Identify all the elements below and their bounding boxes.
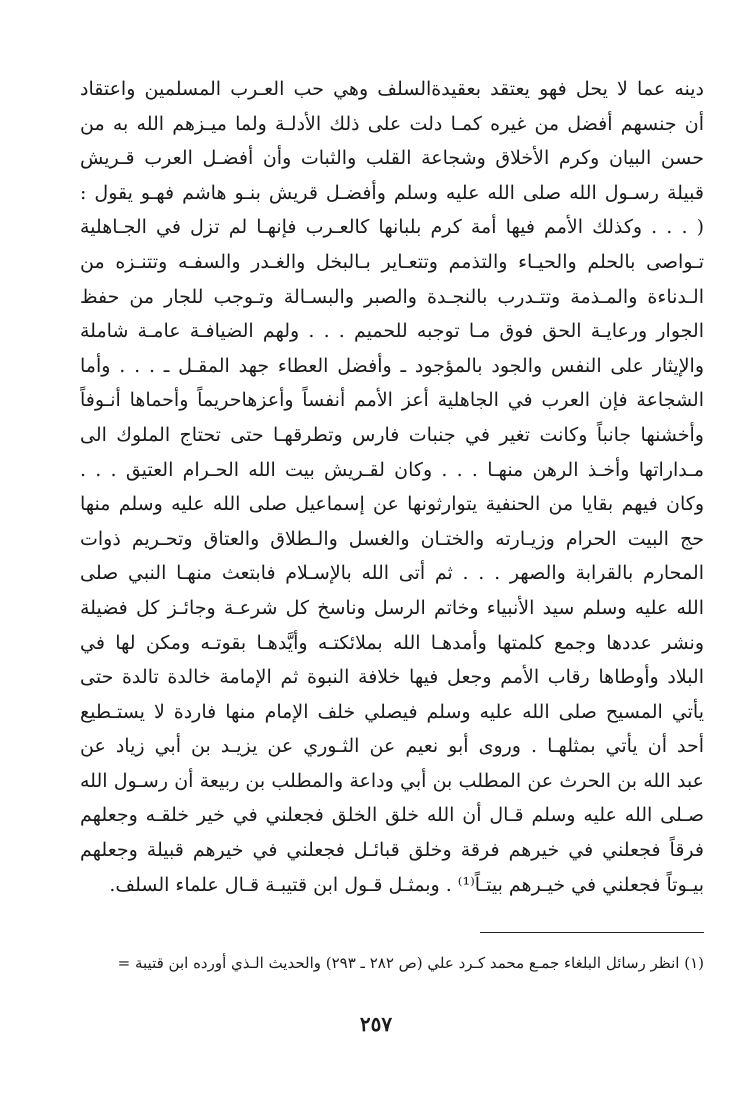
- text-line: وأخشنها جانباً وكانت تغير في جنبات فارس وتطرقهـا حتى تحتاج الملوك الى: [80, 423, 704, 446]
- text-line: قبيلة رسـول الله صلى الله عليه وسلم وأفضـل قريش بنـو هاشم فهـو يقول :: [80, 181, 704, 204]
- text-line: وكان فيهم بقايا من الحنفية يتوارثونها عن إسماعيل صلى الله عليه وسلم منها: [80, 493, 704, 516]
- main-text-block: [80, 72, 704, 902]
- text-line: بيـوتاً فجعلني في خيـرهم بيتـاً⁽¹⁾ . وبمثـل قـول ابن قتيبـة قـال علماء السلف.: [109, 873, 704, 896]
- footnote-divider: [480, 932, 704, 933]
- text-line: الـدناءة والمـذمة وتتـدرب بالنجـدة والصبر والبسـالة وتـوجب للجار من حفظ: [80, 285, 704, 308]
- page-number: ٢٥٧: [359, 1012, 393, 1036]
- text-line: فرقاً فجعلني في خيرهم فرقة وخلق قبائـل فجعلني في خيرهم قبيلة وجعلهم: [80, 839, 704, 862]
- text-line: الله عليه وسلم سيد الأنبياء وخاتم الرسل وناسخ كل شرعـة وجائـز كل فضيلة: [80, 596, 704, 619]
- text-line: دينه عما لا يحل فهو يعتقد بعقيدةالسلف وهي حب العـرب المسلمين واعتقاد: [80, 78, 704, 100]
- text-line: البلاد وأوطاها رقاب الأمم وجعل فيها خلافة النبوة ثم الإمامة خالدة تالدة حتى: [80, 666, 704, 689]
- text-line: عبد الله بن الحرث عن المطلب بن أبي وداعة والمطلب بن ربيعة أن رسـول الله: [80, 769, 704, 792]
- text-line: حسن البيان وكرم الأخلاق وشجاعة القلب والثبات وأن أفضـل العرب قـريش: [80, 147, 704, 170]
- text-line: أن جنسهم أفضل من غيره كمـا دلت على ذلك الأدلـة ولما ميـزهم الله به من: [80, 112, 704, 135]
- text-line: مـداراتها وأخـذ الرهن منهـا . . . وكان لقـريش بيت الله الحـرام العتيق . . .: [80, 458, 704, 481]
- text-line: أحد أن يأتي بمثلهـا . وروى أبو نعيم عن الثـوري عن يزيـد بن أبي زياد عن: [80, 735, 704, 758]
- text-line: صـلى الله عليه وسلم قـال أن الله خلق الخلق فجعلني في خير خلقـه وجعلهم: [80, 804, 704, 827]
- text-line: الشجاعة فإن العرب في الجاهلية أعز الأمم أنفساً وأعزهاحريماً وأحماها أنـوفاً: [80, 389, 704, 412]
- text-line: المحارم بالقرابة والصهر . . . ثم أتى الله بالإسـلام فابتعث منهـا النبي صلى: [80, 562, 704, 585]
- text-line: ( . . . وكذلك الأمم فيها أمة كرم بلبانها كالعـرب فإنهـا لم تزل في الجـاهلية: [80, 216, 704, 239]
- text-line: الجوار ورعايـة الحق فوق مـا توجبه للحميم . . . ولهم الضيافـة عامـة شاملة: [80, 320, 704, 343]
- text-line: حج البيت الحرام وزيـارته والختـان والغسل والـطلاق والعتاق وتحـريم ذوات: [80, 527, 704, 550]
- text-line: يأتي المسيح صلى الله عليه وسلم فيصلي خلف الإمام منها فاردة لا يستـطيع: [80, 700, 704, 723]
- text-line: والإيثار على النفس والجود بالمؤجود ـ وأفضل العطاء جهد المقـل ـ . . . وأما: [80, 354, 704, 377]
- text-line: ونشر عددها وجمع كلمتها وأمدهـا الله بملائكتـه وأيَّدهـا بقوتـه ومكن لها في: [80, 631, 704, 654]
- footnote: (١) انظر رسائل البلغاء جمـع محمد كـرد علي (ص ٢٨٢ ـ ٢٩٣) والحديث الـذي أورده ابن قتيبة =: [117, 954, 704, 972]
- text-line: تـواصى بالحلم والحيـاء والتذمم وتتعـاير بـالبخل والغـدر والسفـه وتتنـزه من: [80, 250, 704, 273]
